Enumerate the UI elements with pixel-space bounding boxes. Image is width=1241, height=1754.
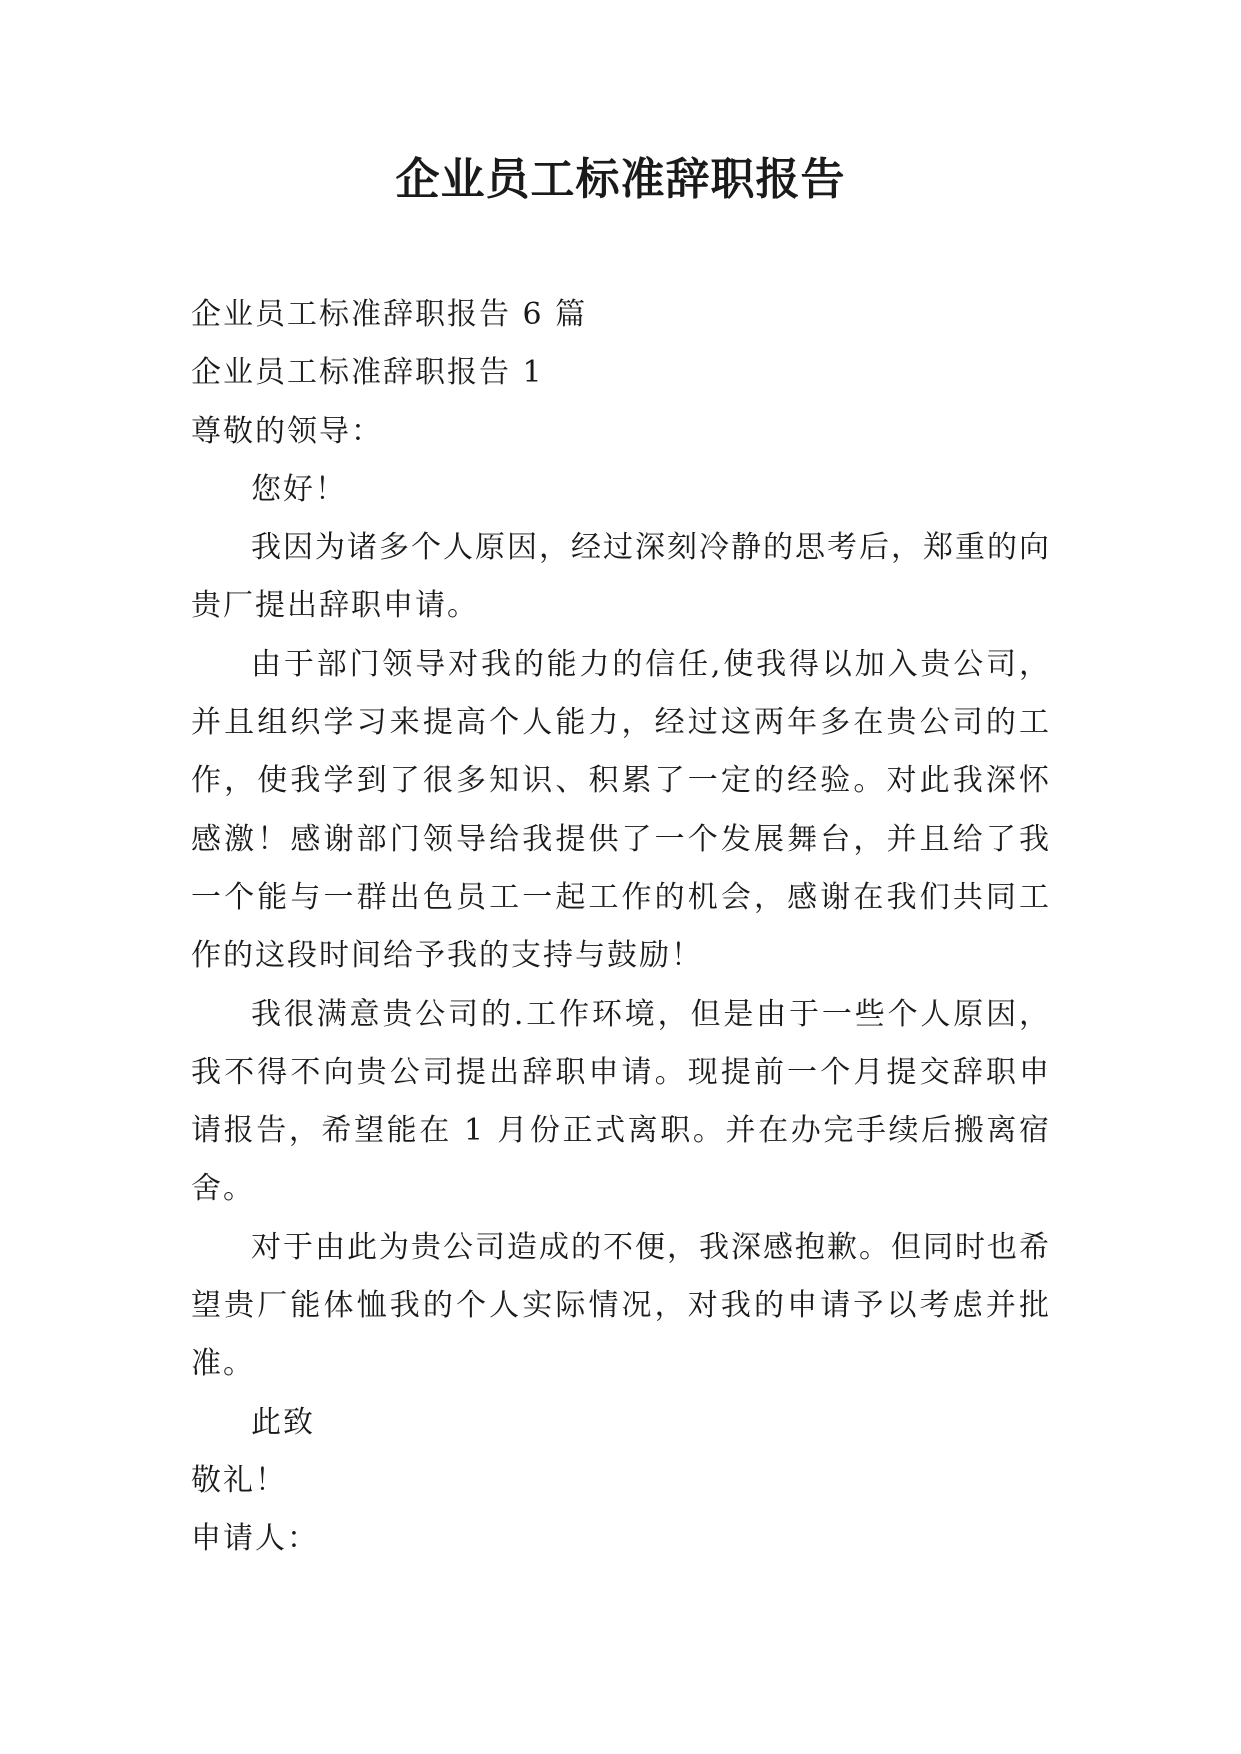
closing-jingli: 敬礼！: [191, 1462, 287, 1498]
paragraph-apology: 对于由此为贵公司造成的不便，我深感抱歉。但同时也希望贵厂能体恤我的个人实际情况，对我的申请予以考虑并批准。: [191, 1229, 1051, 1382]
closing-cizhi: 此致: [251, 1404, 315, 1440]
document-title: 企业员工标准辞职报告: [395, 154, 846, 205]
salutation: 尊敬的领导：: [191, 413, 383, 449]
paragraph-reason: 我因为诸多个人原因，经过深刻冷静的思考后，郑重的向贵厂提出辞职申请。: [191, 530, 1051, 624]
document-subtitle: 企业员工标准辞职报告 6 篇: [191, 297, 588, 332]
applicant-label: 申请人：: [191, 1521, 319, 1557]
paragraph-request: 我很满意贵公司的.工作环境，但是由于一些个人原因，我不得不向贵公司提出辞职申请。现提前一个月提交辞职申请报告，希望能在 1 月份正式离职。并在办完手续后搬离宿舍。: [191, 996, 1051, 1207]
document-body: [191, 286, 1051, 1569]
paragraph-gratitude: 由于部门领导对我的能力的信任,使我得以加入贵公司，并且组织学习来提高个人能力，经过这两年多在贵公司的工作，使我学到了很多知识、积累了一定的经验。对此我深怀感激！感谢部门领导给我提供了一个发展舞台，并且给了我一个能与一群出色员工一起工作的机会，感谢在我们共同工作的这段时间给予我的支持与鼓励！: [191, 646, 1051, 974]
greeting: 您好！: [251, 471, 347, 507]
section-heading: 企业员工标准辞职报告 1: [191, 355, 544, 391]
